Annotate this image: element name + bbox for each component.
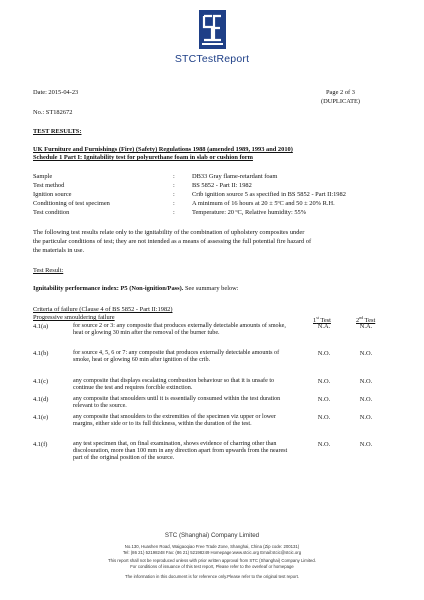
detail-value: Temperature: 20 ºC, Relative humidity: 55% [192, 209, 307, 216]
detail-value: DB33 Gray flame-retardant foam [192, 173, 278, 180]
performance-index-rest: See summary below: [183, 285, 239, 292]
criteria-description: for source 2 or 3: any composite that produces externally detectable amounts of smoke, heat or glowing 30 min after the removal of the burner tube. [73, 323, 286, 337]
footer-address: No.130, Huashen Road, Waigaoqiao Free Trade Zone, Shanghai, China (Zip code: 200131) [124, 544, 300, 549]
report-number: No.: ST182672 [33, 109, 73, 116]
criteria-description: any composite that smoulders until it is essentially consumed within the test duration relevant to the source. [73, 396, 281, 410]
stc-logo [199, 10, 226, 49]
detail-colon: : [173, 200, 175, 207]
criteria-code: 4.1(e) [33, 414, 49, 421]
col-header-test1: 1st Test [313, 315, 331, 325]
test1-result: N.O. [317, 441, 331, 448]
detail-colon: : [173, 209, 175, 216]
section-title: TEST RESULTS: [33, 128, 82, 135]
detail-label: Test condition [33, 209, 70, 216]
regulation-schedule: Schedule 1 Part I: Ignitability test for polyurethane foam in slab or cushion form [33, 154, 253, 161]
criteria-code: 4.1(d) [33, 396, 49, 403]
criteria-subheading: Progressive smouldering failure [33, 314, 115, 321]
detail-colon: : [173, 182, 175, 189]
note-line: The following test results relate only to the ignitability of the combination of upholstery composites under [33, 229, 305, 236]
note-line: the materials in use. [33, 247, 85, 254]
criteria-code: 4.1(c) [33, 378, 49, 385]
duplicate-mark: (DUPLICATE) [321, 98, 361, 105]
detail-label: Ignition source [33, 191, 72, 198]
criteria-code: 4.1(f) [33, 441, 48, 448]
detail-label: Test method [33, 182, 65, 189]
criteria-description: any composite that displays escalating combustion behaviour so that it is unsafe to continue the test and requires forcible extinction. [73, 378, 275, 392]
criteria-description: any test specimen that, on final examination, shows evidence of charring other than discolouration, more than 100 mm in any direction apart from upwards from the nearest part of the original position of the source. [73, 441, 288, 462]
note-line: the particular conditions of test; they are not intended as a means of assessing the full potential fire hazard of [33, 238, 312, 245]
test2-result: N.O. [359, 414, 373, 421]
criteria-description: any composite that smoulders to the extremities of the specimen viz upper or lower margins, either side or to its full thickness, within the duration of the test. [73, 414, 276, 428]
logo-wordmark: STCTestReport [174, 53, 250, 65]
test1-result: N.A. [317, 323, 331, 330]
test2-result: N.O. [359, 441, 373, 448]
criteria-code: 4.1(b) [33, 350, 49, 357]
footer-reference-note: The information in this document is for reference only.Please refer to the original test report. [124, 574, 300, 579]
test1-result: N.O. [317, 396, 331, 403]
test2-result: N.O. [359, 378, 373, 385]
detail-colon: : [173, 191, 175, 198]
footer-contact: Tel: (86 21) 52198248 Fax: (86 21) 52198249 Homepage:www.stcic.org Email:stcic@stcic.org [122, 550, 302, 555]
criteria-heading: Criteria of failure (Clause 4 of BS 5852 - Part II:1982) [33, 306, 173, 313]
test1-result: N.O. [317, 414, 331, 421]
test-result-heading: Test Result: [33, 267, 64, 274]
detail-value: Crib ignition source 5 as specified in BS 5852 - Part II:1982 [192, 191, 346, 198]
detail-label: Sample [33, 173, 53, 180]
page-number: Page 2 of 3 [326, 89, 355, 96]
criteria-code: 4.1(a) [33, 323, 49, 330]
test1-result: N.O. [317, 378, 331, 385]
detail-colon: : [173, 173, 175, 180]
test2-result: N.O. [359, 396, 373, 403]
performance-index [33, 285, 239, 293]
test1-result: N.O. [317, 350, 331, 357]
detail-value: BS 5852 - Part II: 1982 [192, 182, 252, 189]
footer-company: STC (Shanghai) Company Limited [164, 532, 260, 539]
footer-disclaimer: This report shall not be reproduced unless with prior written approval from STC (Shanghai) Company Limited. [107, 558, 317, 563]
performance-index-bold: Ignitability performance index: P5 (Non-ignition/Pass). [33, 285, 184, 292]
detail-label: Conditioning of test specimen [33, 200, 110, 207]
regulation-title: UK Furniture and Furnishings (Fire) (Safety) Regulations 1988 (amended 1989, 1993 and 2010) [33, 146, 293, 153]
criteria-description: for source 4, 5, 6 or 7: any composite that produces externally detectable amounts of smoke, heat or glowing 60 min after ignition of the crib. [73, 350, 280, 364]
test2-result: N.O. [359, 350, 373, 357]
stc-logo-mark-icon [199, 10, 226, 49]
report-date: Date: 2015-04-23 [33, 89, 79, 96]
test2-result: N.A. [359, 323, 373, 330]
col-header-test2: 2nd Test [356, 315, 376, 325]
detail-value: A minimum of 16 hours at 20 ± 5ºC and 50 ± 20% R.H. [192, 200, 335, 207]
footer-disclaimer: For conditions of issuance of this test report, Please refer to the overleaf or homepage [130, 564, 294, 569]
